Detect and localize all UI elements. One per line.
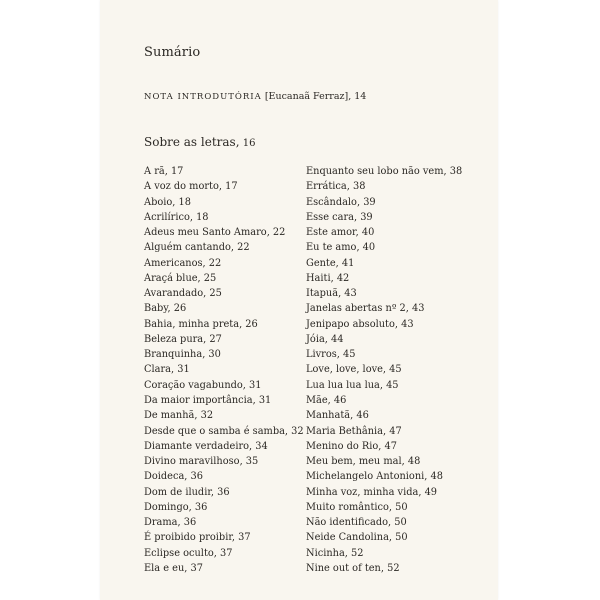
- toc-entry: Haiti, 42: [306, 272, 350, 284]
- toc-entry: Doideca, 36: [144, 471, 203, 483]
- intro-note-label: NOTA INTRODUTÓRIA: [144, 92, 262, 102]
- section-title: Sobre as letras,: [144, 135, 240, 149]
- toc-entry: Michelangelo Antonioni, 48: [306, 471, 443, 483]
- toc-entry: Eu te amo, 40: [306, 242, 376, 254]
- toc-entry: A rã, 17: [144, 166, 184, 177]
- toc-entry: Neide Candolina, 50: [306, 532, 408, 544]
- toc-entry: Diamante verdadeiro, 34: [144, 440, 268, 452]
- toc-entry: Adeus meu Santo Amaro, 22: [144, 227, 286, 239]
- toc-entry: Eclipse oculto, 37: [144, 547, 233, 559]
- toc-entry: Meu bem, meu mal, 48: [306, 456, 421, 468]
- toc-entry: Coração vagabundo, 31: [144, 379, 262, 391]
- toc-entry: Ela e eu, 37: [144, 562, 203, 574]
- toc-entry: Dom de iludir, 36: [144, 486, 230, 498]
- intro-note-entry: [144, 91, 366, 102]
- toc-entry: Avarandado, 25: [144, 288, 222, 300]
- toc-entry: Clara, 31: [144, 364, 190, 376]
- toc-entry: Maria Bethânia, 47: [306, 425, 402, 437]
- toc-entry: Lua lua lua lua, 45: [306, 379, 399, 391]
- toc-entry: Beleza pura, 27: [144, 333, 222, 345]
- page-title: Sumário: [144, 45, 201, 60]
- toc-entry: Domingo, 36: [144, 501, 208, 513]
- toc-entry: Muito romântico, 50: [306, 501, 408, 513]
- toc-entry: De manhã, 32: [144, 410, 214, 422]
- toc-entry: Errática, 38: [306, 181, 366, 193]
- toc-entry: Minha voz, minha vida, 49: [306, 486, 438, 498]
- toc-entry: Nicinha, 52: [306, 547, 364, 559]
- toc-entry: Desde que o samba é samba, 32: [144, 425, 304, 437]
- toc-entry: Gente, 41: [306, 257, 355, 269]
- toc-entry: Drama, 36: [144, 517, 197, 529]
- toc-entry: Livros, 45: [306, 349, 356, 361]
- toc-entry: Acrilírico, 18: [144, 211, 209, 223]
- toc-entry: Branquinha, 30: [144, 349, 221, 361]
- toc-entry: Baby, 26: [144, 303, 187, 315]
- toc-entry: Alguém cantando, 22: [144, 242, 250, 254]
- toc-entry: Itapuã, 43: [306, 288, 357, 300]
- toc-entry: Esse cara, 39: [306, 211, 373, 223]
- toc-entry: Janelas abertas nº 2, 43: [306, 303, 425, 315]
- toc-entry: Araçá blue, 25: [144, 272, 217, 284]
- toc-entry: Mãe, 46: [306, 394, 347, 406]
- intro-note-author: [Eucanaã Ferraz], 14: [264, 91, 367, 102]
- toc-column-left: [144, 164, 304, 576]
- toc-entry: Manhatã, 46: [306, 410, 369, 422]
- toc-entry: Escândalo, 39: [306, 196, 376, 208]
- toc-entry: Não identificado, 50: [306, 517, 407, 529]
- toc-entry: Bahia, minha preta, 26: [144, 318, 258, 330]
- toc-entry: Menino do Rio, 47: [306, 440, 397, 452]
- toc-column-right: [306, 164, 462, 576]
- toc-entry: Aboio, 18: [144, 196, 191, 208]
- toc-entry: Jenipapo absoluto, 43: [306, 318, 414, 330]
- section-heading: [144, 135, 255, 149]
- toc-entry: Este amor, 40: [306, 227, 375, 239]
- toc-entry: É proibido proibir, 37: [144, 532, 251, 544]
- toc-entry: Da maior importância, 31: [144, 394, 272, 406]
- toc-entry: A voz do morto, 17: [144, 181, 238, 193]
- toc-entry: Love, love, love, 45: [306, 364, 402, 376]
- toc-entry: Divino maravilhoso, 35: [144, 456, 259, 468]
- toc-entry: Enquanto seu lobo não vem, 38: [306, 166, 463, 177]
- section-page-number: 16: [239, 138, 256, 149]
- toc-entry: Americanos, 22: [144, 257, 222, 269]
- book-page: [100, 0, 498, 600]
- toc-entry: Nine out of ten, 52: [306, 562, 400, 574]
- toc-entry: Jóia, 44: [306, 333, 344, 345]
